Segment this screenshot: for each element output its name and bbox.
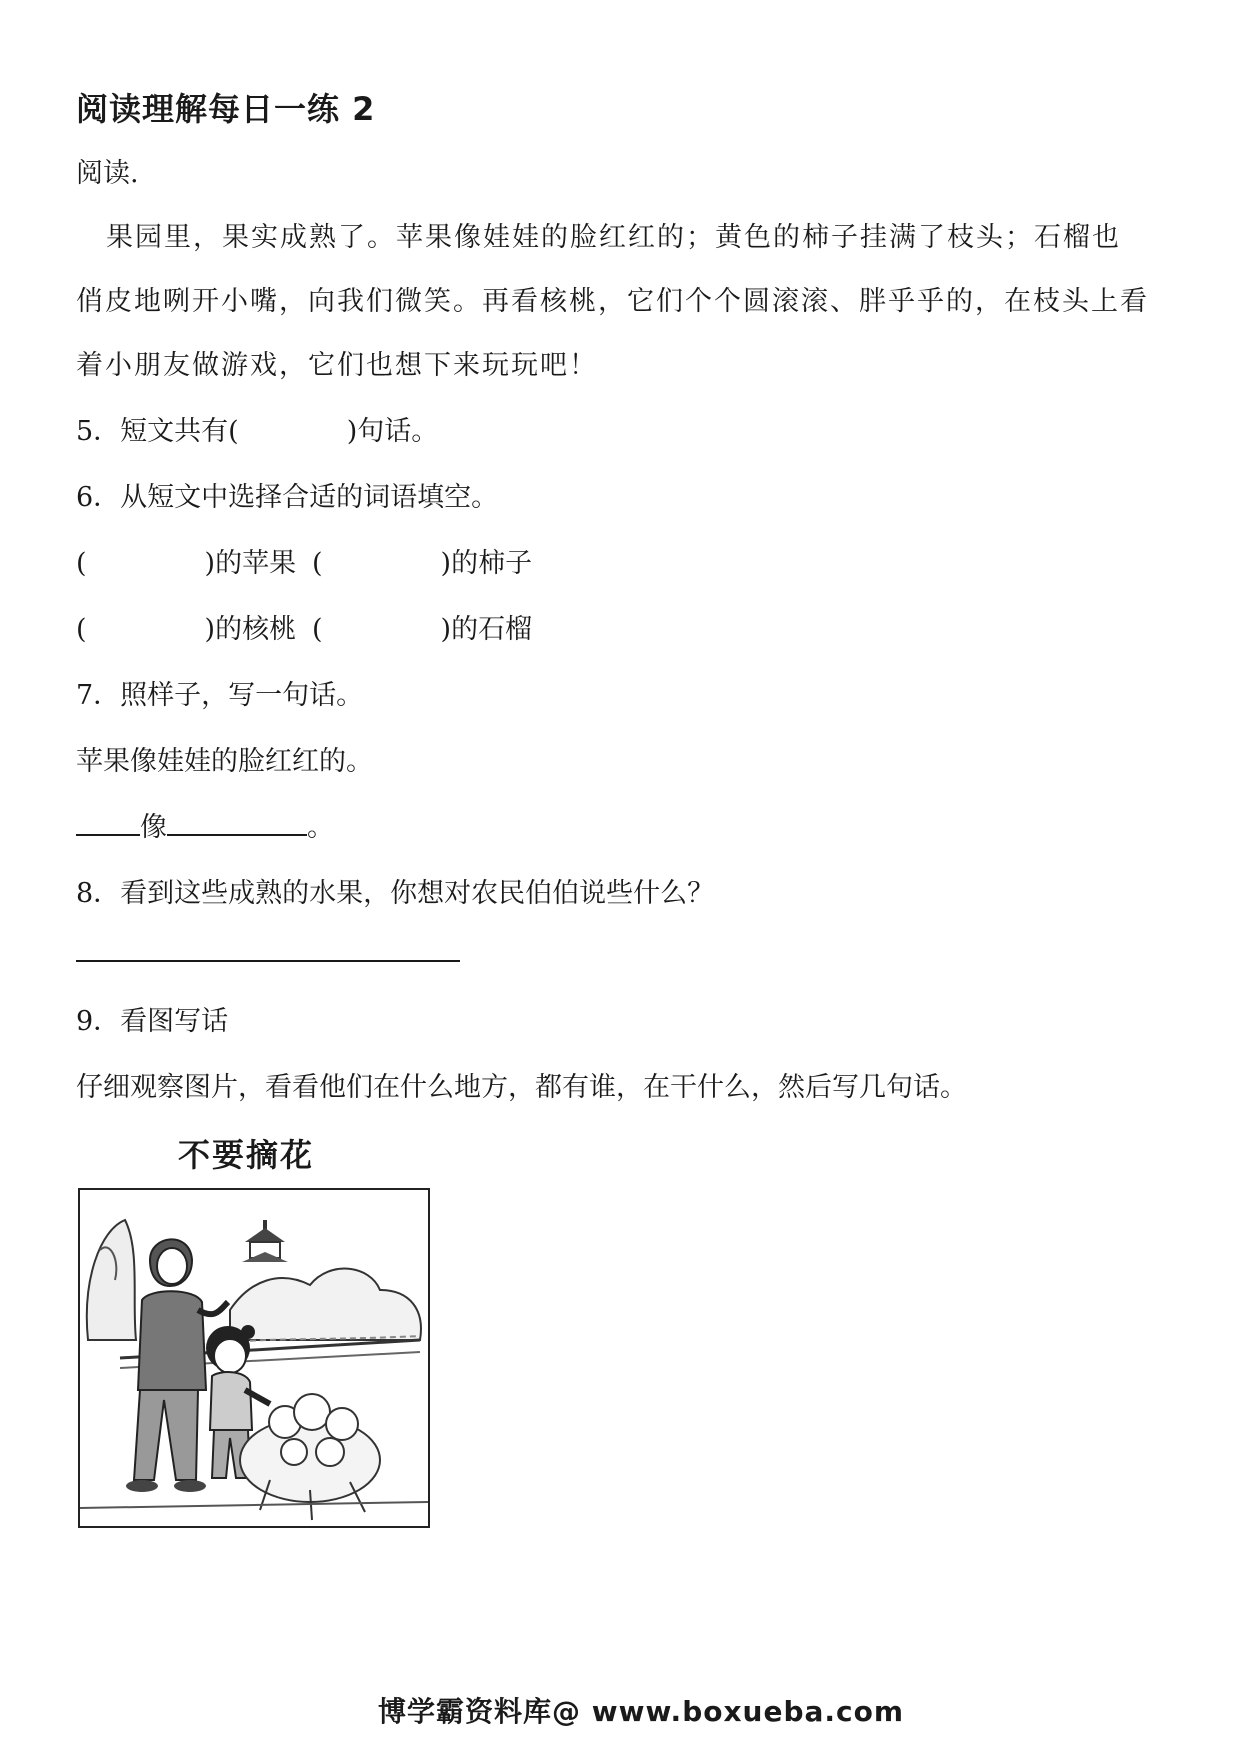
question-5-suffix: )句话。 <box>346 416 439 447</box>
passage-line-3: 着小朋友做游戏，它们也想下来玩玩吧！ <box>76 350 598 381</box>
pavilion-icon <box>242 1220 288 1262</box>
q6-item-walnut: )的核桃 <box>204 614 297 645</box>
question-6-row-1b <box>312 546 532 582</box>
question-6-prompt: 6．从短文中选择合适的词语填空。 <box>76 482 499 513</box>
illustration-svg <box>80 1190 428 1526</box>
q6-item-pomegranate: )的石榴 <box>440 614 533 645</box>
illustration-mother-girl-flowers <box>78 1188 430 1528</box>
q6-item-persimmon: )的柿子 <box>440 548 533 579</box>
question-8-answer-line[interactable] <box>76 960 460 962</box>
question-7-answer-line <box>76 810 334 846</box>
page-title: 阅读理解每日一练 2 <box>76 90 376 128</box>
question-5-prefix: 5．短文共有( <box>76 416 239 447</box>
question-6-row-1 <box>76 546 296 582</box>
q6-item-apple: )的苹果 <box>204 548 297 579</box>
passage-line-1: 果园里，果实成熟了。苹果像娃娃的脸红红的；黄色的柿子挂满了枝头；石榴也 <box>106 222 1121 253</box>
question-7-example: 苹果像娃娃的脸红红的。 <box>76 746 373 777</box>
question-5 <box>76 414 438 450</box>
question-7-prompt: 7．照样子，写一句话。 <box>76 680 364 711</box>
q7-blank-object[interactable] <box>167 812 307 836</box>
question-8-prompt: 8．看到这些成熟的水果，你想对农民伯伯说些什么？ <box>76 878 715 909</box>
q7-end-mark: 。 <box>307 812 334 843</box>
q7-blank-subject[interactable] <box>76 812 140 836</box>
question-9-prompt: 9．看图写话 <box>76 1006 229 1037</box>
bushes-icon <box>230 1269 421 1340</box>
footer-watermark: 博学霸资料库@ www.boxueba.com <box>378 1695 905 1728</box>
picture-title: 不要摘花 <box>178 1136 315 1174</box>
q6-open-4: ( <box>312 614 323 645</box>
q6-open-1: ( <box>76 548 87 579</box>
passage-line-2: 俏皮地咧开小嘴，向我们微笑。再看核桃，它们个个圆滚滚、胖乎乎的，在枝头上看 <box>76 286 1149 317</box>
ground-line <box>80 1502 428 1508</box>
question-6-row-2b <box>312 612 532 648</box>
q6-open-2: ( <box>312 548 323 579</box>
q7-middle-word: 像 <box>140 812 167 843</box>
question-9-instruction: 仔细观察图片，看看他们在什么地方，都有谁，在干什么，然后写几句话。 <box>76 1072 967 1103</box>
intro-label: 阅读. <box>76 158 139 189</box>
question-6-row-2 <box>76 612 296 648</box>
chrysanthemum-flowers-icon <box>240 1394 380 1520</box>
tree-left-icon <box>87 1220 136 1340</box>
q6-open-3: ( <box>76 614 87 645</box>
